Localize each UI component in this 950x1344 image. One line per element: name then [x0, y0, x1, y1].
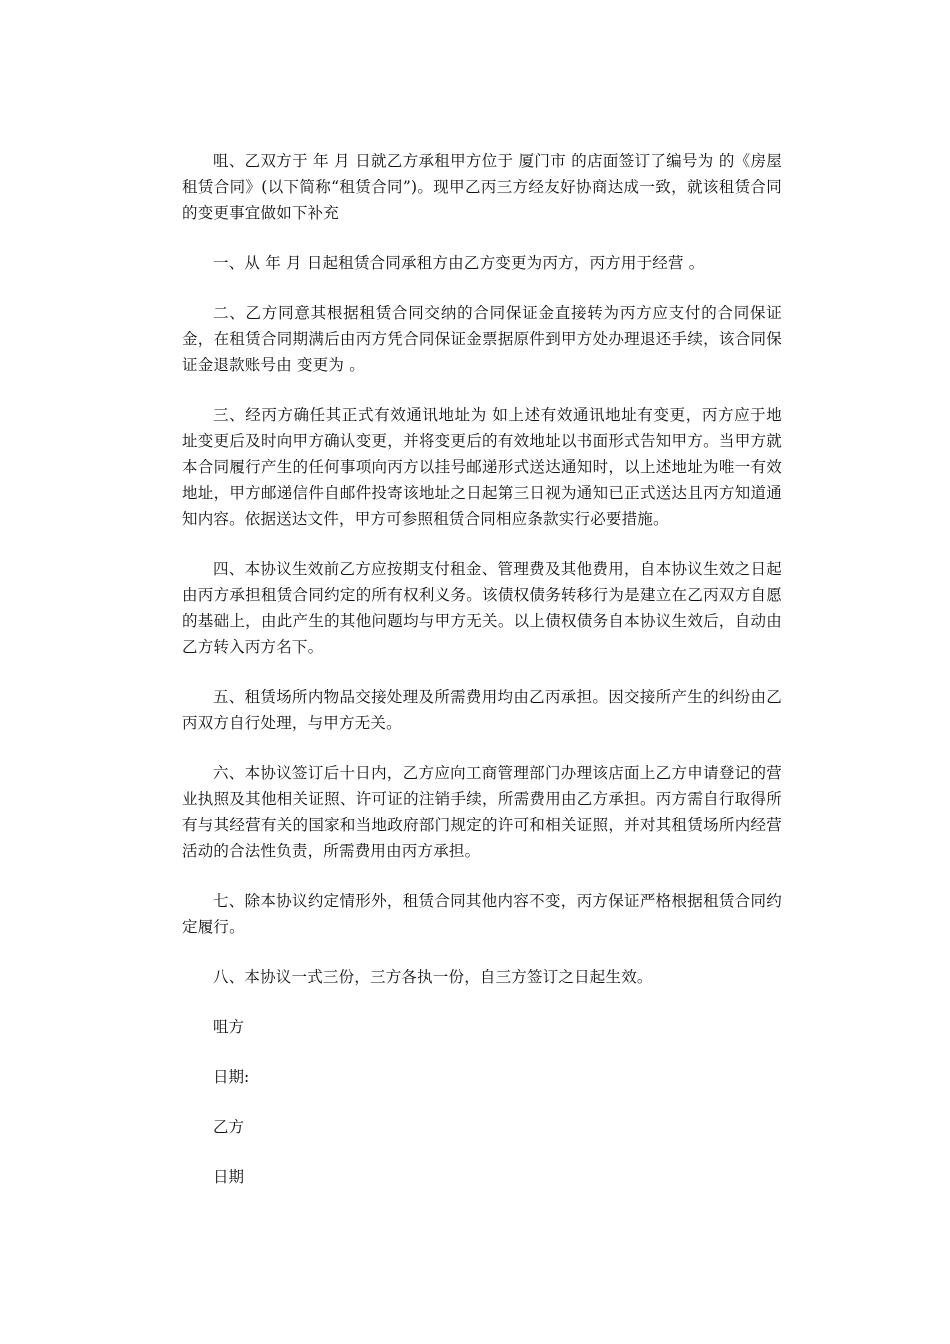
document-body: [182, 148, 782, 1214]
clause-1: 一、从 年 月 日起租赁合同承租方由乙方变更为丙方，丙方用于经营 。: [213, 254, 705, 272]
intro-paragraph: 咀、乙双方于 年 月 日就乙方承租甲方位于 厦门市 的店面签订了编号为 的《房屋租赁合同》(以下简称“租赁合同”)。现甲乙丙三方经友好协商达成一致，就该租赁合同的变更事宜做如下补充: [182, 152, 782, 222]
party-b-date-label: 日期: [213, 1168, 245, 1186]
party-b-signature-label: 乙方: [213, 1118, 245, 1136]
clause-8: 八、本协议一式三份，三方各执一份，自三方签订之日起生效。: [213, 968, 653, 986]
party-a-signature-label: 咀方: [213, 1018, 245, 1036]
clause-5: 五、租赁场所内物品交接处理及所需费用均由乙丙承担。因交接所产生的纠纷由乙丙双方自行处理，与甲方无关。: [182, 688, 782, 732]
clause-4: 四、本协议生效前乙方应按期支付租金、管理费及其他费用，自本协议生效之日起由丙方承担租赁合同约定的所有权利义务。该债权债务转移行为是建立在乙丙双方自愿的基础上，由此产生的其他问题均与甲方无关。以上债权债务自本协议生效后，自动由乙方转入丙方名下。: [182, 560, 782, 656]
clause-2: 二、乙方同意其根据租赁合同交纳的合同保证金直接转为丙方应支付的合同保证金，在租赁合同期满后由丙方凭合同保证金票据原件到甲方处办理退还手续，该合同保证金退款账号由 变更为 。: [182, 304, 782, 374]
clause-3: 三、经丙方确任其正式有效通讯地址为 如上述有效通讯地址有变更，丙方应于地址变更后及时向甲方确认变更，并将变更后的有效地址以书面形式告知甲方。当甲方就本合同履行产生的任何事项向丙方以挂号邮递形式送达通知时，以上述地址为唯一有效地址，甲方邮递信件自邮件投寄该地址之日起第三日视为通知已正式送达且丙方知道通知内容。依据送达文件，甲方可参照租赁合同相应条款实行必要措施。: [182, 406, 782, 528]
party-a-date-label: 日期:: [213, 1068, 250, 1086]
clause-7: 七、除本协议约定情形外，租赁合同其他内容不变，丙方保证严格根据租赁合同约定履行。: [182, 892, 782, 936]
clause-6: 六、本协议签订后十日内，乙方应向工商管理部门办理该店面上乙方申请登记的营业执照及其他相关证照、许可证的注销手续，所需费用由乙方承担。丙方需自行取得所有与其经营有关的国家和当地政府部门规定的许可和相关证照，并对其租赁场所内经营活动的合法性负责，所需费用由丙方承担。: [182, 764, 782, 860]
